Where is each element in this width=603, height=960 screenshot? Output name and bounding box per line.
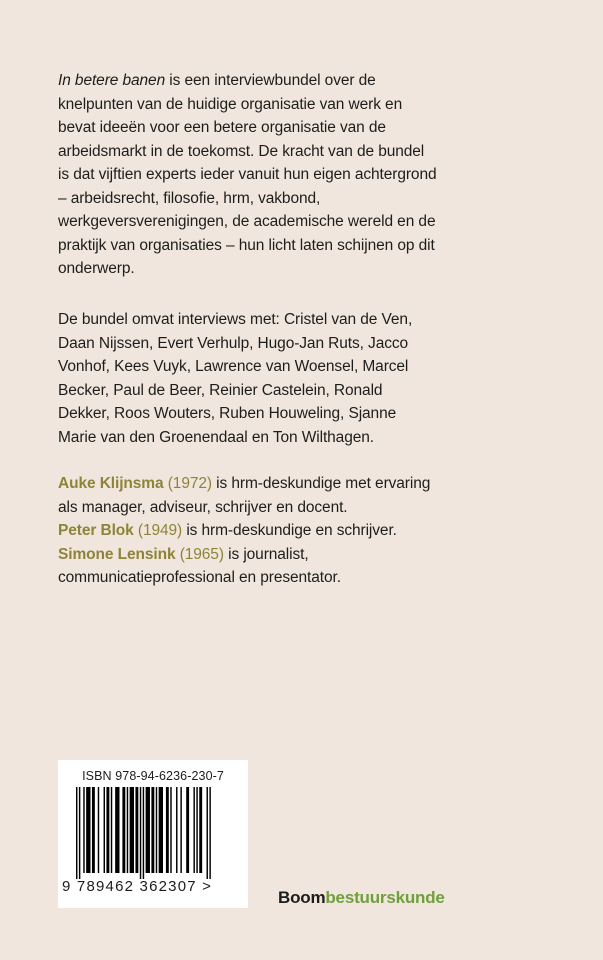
interviews-text: De bundel omvat interviews met: Cristel van de Ven, Daan Nijssen, Evert Verhulp, Hugo-Jan Ruts, Jacco Vonhof, Kees Vuyk, Lawrence van Woensel, Marcel Becker, Paul de Beer, Reinier Castelein, Ronald Dekker, Roos Wouters, Ruben Houweling, Sjanne Marie van den Groenendaal en Ton Wilthagen. [58,311,413,446]
author-name: Auke Klijnsma [58,475,164,492]
publisher-logo [278,888,445,908]
barcode-bars [72,787,234,879]
author-bio: is hrm-deskundige en schrijver. [182,522,397,539]
author-entry [58,472,438,519]
book-title: In betere banen [58,72,166,89]
barcode-label [58,760,248,908]
author-year: (1949) [137,522,183,539]
publisher-name: Boom [278,888,326,907]
author-year: (1972) [167,475,212,492]
author-name: Peter Blok [58,522,134,539]
publisher-imprint: bestuurskunde [325,888,445,907]
author-bio: is journalist, communicatieprofessional en presentator. [58,545,341,586]
interviews-paragraph [58,308,438,449]
intro-paragraph [58,69,438,281]
isbn-label: ISBN 978-94-6236-230-7 [82,769,224,783]
author-bio: is hrm-deskundige met ervaring als manager, adviseur, schrijver en docent. [58,475,431,516]
barcode-digits: 9 789462 362307 > [62,878,213,895]
author-entry [58,543,438,590]
author-name: Simone Lensink [58,545,176,563]
intro-text: is een interviewbundel over de knelpunten van de huidige organisatie van werk en bevat ideeën voor een betere organisatie van de arbeidsmarkt in de toekomst. De kracht van de bundel is dat vijftien experts ieder vanuit hun eigen achtergrond – arbeidsrecht, filosofie, hrm, vakbond, werkgeversverenigingen, de academische wereld en de praktijk van organisaties – hun licht laten schijnen op dit onderwerp. [58,72,437,277]
author-entry [58,519,438,543]
authors-section [58,472,438,590]
author-year: (1965) [179,545,224,563]
